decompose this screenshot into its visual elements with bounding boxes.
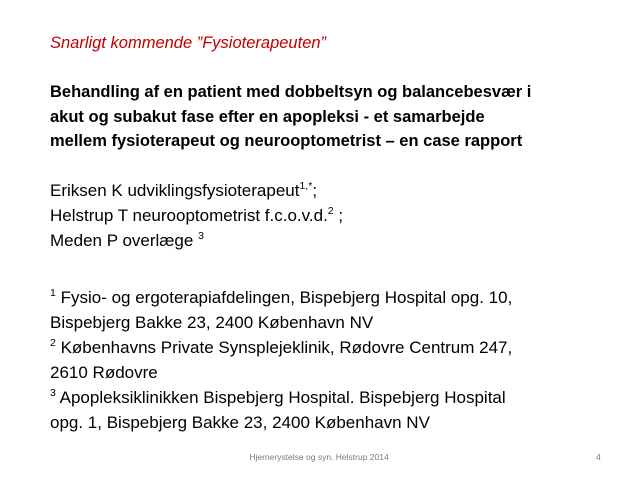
author-line	[50, 178, 343, 203]
affiliation-line	[50, 335, 620, 360]
upcoming-publication-label: Snarligt kommende ”Fysioterapeuten”	[50, 34, 327, 52]
title-line: Behandling af en patient med dobbeltsyn og balancebesvær i	[50, 83, 532, 101]
affiliation-list	[50, 285, 620, 435]
affiliation-text: Bispebjerg Bakke 23, 2400 København NV	[50, 313, 374, 332]
affiliation-line	[50, 310, 620, 335]
author-superscript: 1,*	[299, 180, 313, 192]
affiliation-line	[50, 360, 620, 385]
affiliation-superscript: 1	[50, 287, 56, 299]
author-name: Eriksen K udviklingsfysioterapeut	[50, 181, 300, 200]
author-separator: ;	[333, 206, 344, 225]
affiliation-line	[50, 410, 620, 435]
author-superscript: 3	[198, 230, 204, 242]
author-list	[50, 178, 343, 253]
slide-footer: Hjernerystelse og syn. Helstrup 2014	[249, 452, 389, 462]
author-name: Helstrup T neurooptometrist f.c.o.v.d.	[50, 206, 328, 225]
affiliation-text: Apopleksiklinikken Bispebjerg Hospital. Bispebjerg Hospital	[59, 388, 506, 407]
author-line	[50, 203, 343, 228]
affiliation-text: 2610 Rødovre	[50, 363, 158, 382]
affiliation-line	[50, 285, 620, 310]
affiliation-text: Fysio- og ergoterapiafdelingen, Bispebjerg Hospital opg. 10,	[60, 288, 513, 307]
affiliation-superscript: 3	[50, 387, 56, 399]
title-line: akut og subakut fase efter en apopleksi - et samarbejde	[50, 107, 485, 126]
author-line	[50, 228, 343, 253]
affiliation-text: opg. 1, Bispebjerg Bakke 23, 2400 København NV	[50, 413, 430, 432]
affiliation-text: Københavns Private Synsplejeklinik, Rødovre Centrum 247,	[60, 338, 513, 357]
paper-title	[50, 80, 610, 154]
author-superscript: 2	[327, 205, 334, 217]
affiliation-line	[50, 385, 620, 410]
page-number: 4	[596, 452, 601, 462]
affiliation-superscript: 2	[50, 337, 56, 349]
author-name: Meden P overlæge	[50, 231, 199, 250]
author-separator: ;	[312, 181, 318, 200]
title-line: mellem fysioterapeut og neurooptometrist – en case rapport	[50, 132, 523, 150]
